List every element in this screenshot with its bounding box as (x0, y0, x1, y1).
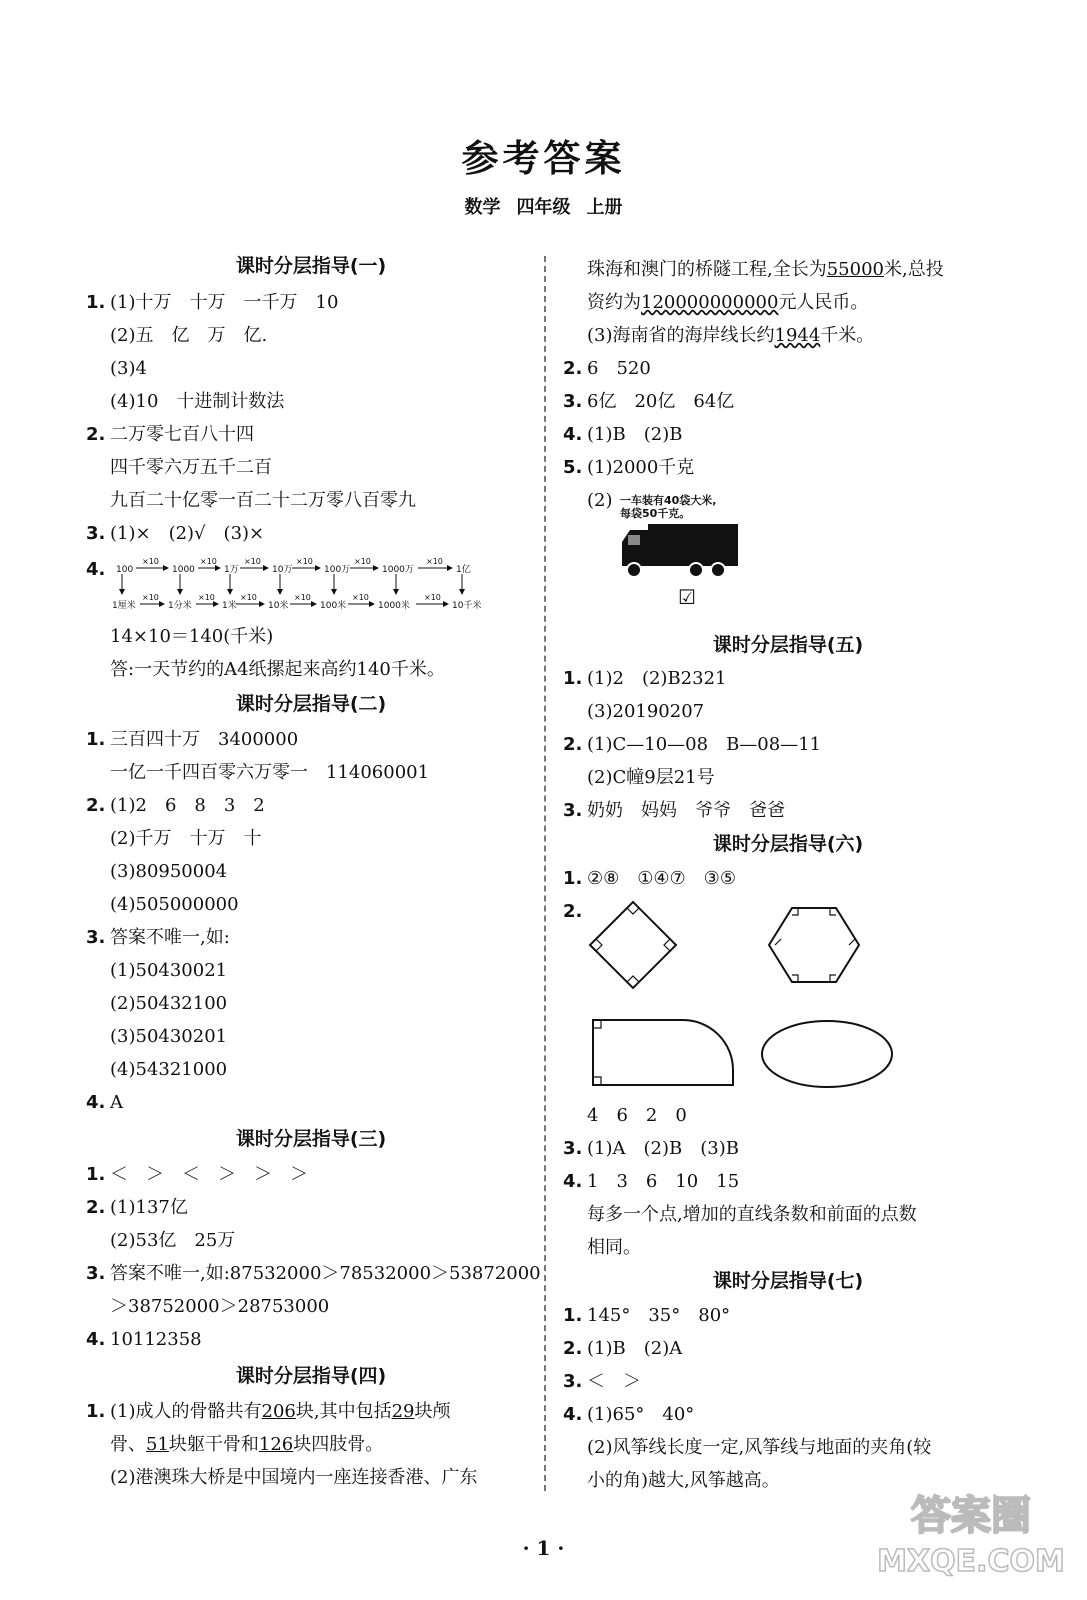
answer-line: (2)港澳珠大桥是中国境内一座连接香港、广东 (110, 1467, 478, 1488)
answer-line: 小的角)越大,风筝越高。 (587, 1470, 780, 1491)
flow-top-6: 1亿 (456, 565, 471, 575)
svg-text:×10: ×10 (352, 593, 369, 602)
answer-line: (1)50430021 (110, 960, 228, 981)
volume: 上册 (586, 197, 623, 218)
flow-top-5: 1000万 (382, 565, 414, 575)
answer-line: 4. (86, 559, 106, 580)
flow-top-4: 100万 (324, 565, 351, 575)
answer-line: 3. (1)× (2)√ (3)× (86, 523, 265, 544)
answer-line: (4)505000000 (110, 894, 239, 915)
answer-line: (3)4 (110, 358, 147, 379)
svg-text:×10: ×10 (200, 558, 217, 566)
shapes-diagram (583, 895, 903, 1095)
svg-text:×10: ×10 (198, 593, 215, 602)
flow-top-2: 1万 (224, 565, 239, 575)
answer-line: (3)80950004 (110, 861, 228, 882)
answer-line: 2. (1)C—10—08 B—08—11 (563, 734, 822, 755)
section-heading: 课时分层指导(四) (235, 1365, 387, 1387)
subject: 数学 (464, 197, 501, 218)
answer-line: 2. (1)137亿 (86, 1197, 188, 1218)
grade: 四年级 (516, 197, 571, 218)
answer-line: 3. 6亿 20亿 64亿 (563, 391, 735, 412)
answer-line: 4. 1 3 6 10 15 (563, 1171, 740, 1192)
answer-line: 3. 奶奶 妈妈 爷爷 爸爸 (563, 800, 785, 821)
flow-bottom-5: 1000米 (378, 601, 410, 611)
quarter-round-shape (593, 1020, 733, 1085)
flow-top-3: 10万 (272, 565, 293, 575)
svg-text:×10: ×10 (294, 593, 311, 602)
ellipse-shape (762, 1021, 892, 1087)
answer-line: 每多一个点,增加的直线条数和前面的点数 (587, 1204, 917, 1225)
answer-line: 1. 三百四十万 3400000 (86, 729, 299, 750)
svg-text:×10: ×10 (426, 558, 443, 566)
answer-line: 2. (1)2 6 8 3 2 (86, 795, 265, 816)
answer-line: 一亿一千四百零六万零一 114060001 (110, 762, 430, 783)
answer-line: 九百二十亿零一百二十二万零八百零九 (110, 490, 416, 511)
answer-line: 四千零六万五千二百 (110, 457, 272, 478)
checkbox-checked-icon: ☑ (678, 585, 696, 609)
section-heading: 课时分层指导(三) (235, 1128, 387, 1150)
answer-line: 答:一天节约的A4纸摞起来高约140千米。 (110, 659, 445, 680)
flow-bottom-0: 1厘米 (112, 601, 136, 611)
flow-bottom-4: 100米 (320, 601, 347, 611)
answer-line: 4 6 2 0 (587, 1105, 687, 1126)
section-heading: 课时分层指导(五) (712, 634, 864, 656)
answer-line: (3)20190207 (587, 701, 705, 722)
flow-top-0: 100 (116, 565, 134, 575)
answer-line: 3. 答案不唯一,如: (86, 927, 230, 948)
flow-top-1: 1000 (172, 565, 195, 575)
answer-line: 1. ＜ ＞ ＜ ＞ ＞ ＞ (86, 1164, 308, 1185)
answer-line: (2) (587, 490, 613, 511)
square-shape (590, 902, 676, 988)
answer-line: (2)五 亿 万 亿. (110, 325, 268, 346)
unit-flow-diagram (112, 558, 492, 616)
watermark-logo: 答案圈 MXQE.COM (877, 1493, 1065, 1579)
answer-line: 珠海和澳门的桥隧工程,全长为55000米,总投 (587, 259, 944, 280)
hexagon-shape (769, 908, 859, 982)
answer-line: 14×10＝140(千米) (110, 626, 274, 647)
answer-line: (2)50432100 (110, 993, 228, 1014)
answer-line: 4. (1)65° 40° (563, 1404, 695, 1425)
page-subtitle (0, 193, 1087, 219)
section-heading: 课时分层指导(二) (235, 693, 387, 715)
answer-line: 相同。 (587, 1237, 641, 1258)
flow-bottom-1: 1分米 (168, 601, 192, 611)
answer-line: 1. (1)成人的骨骼共有206块,其中包括29块颅 (86, 1401, 451, 1422)
answer-line: (2)千万 十万 十 (110, 828, 262, 849)
flow-bottom-6: 10千米 (452, 601, 482, 611)
answer-line: 2. (563, 901, 583, 922)
column-divider (544, 256, 546, 1491)
answer-line: (2)53亿 25万 (110, 1230, 236, 1251)
flow-bottom-2: 1米 (222, 601, 237, 611)
answer-line: 5. (1)2000千克 (563, 457, 695, 478)
section-heading: 课时分层指导(七) (712, 1270, 864, 1292)
truck-note: 一车装有40袋大米, 每袋50千克。 (620, 494, 717, 520)
answer-line: 1. (1)十万 十万 一千万 10 (86, 292, 339, 313)
page-title: 参考答案 (461, 137, 626, 180)
answer-line: 2. 6 520 (563, 358, 651, 379)
svg-text:×10: ×10 (142, 558, 159, 566)
section-heading: 课时分层指导(一) (235, 255, 387, 277)
answer-line: (2)风筝线长度一定,风筝线与地面的夹角(较 (587, 1437, 932, 1458)
answer-line: 4. 10112358 (86, 1329, 202, 1350)
answer-line: (2)C幢9层21号 (587, 767, 715, 788)
answer-line: 资约为120000000000元人民币。 (587, 292, 869, 313)
svg-text:×10: ×10 (424, 593, 441, 602)
answer-line: (3)50430201 (110, 1026, 228, 1047)
svg-text:×10: ×10 (296, 558, 313, 566)
answer-line: 1. (1)2 (2)B2321 (563, 668, 727, 689)
answer-line: 4. A (86, 1092, 123, 1113)
svg-text:×10: ×10 (240, 593, 257, 602)
answer-line: ＞38752000＞28753000 (110, 1296, 330, 1317)
truck-icon (618, 520, 743, 584)
answer-line: 3. 答案不唯一,如:87532000＞78532000＞53872000 (86, 1263, 541, 1284)
answer-line: 4. (1)B (2)B (563, 424, 683, 445)
svg-text:×10: ×10 (354, 558, 371, 566)
answer-line: 1. 145° 35° 80° (563, 1305, 731, 1326)
page-number: · 1 · (522, 1536, 565, 1560)
answer-line: (3)海南省的海岸线长约1944千米。 (587, 325, 875, 346)
answer-line: 3. (1)A (2)B (3)B (563, 1138, 739, 1159)
answer-line: 3. ＜ ＞ (563, 1371, 641, 1392)
answer-line: (4)54321000 (110, 1059, 228, 1080)
svg-text:×10: ×10 (244, 558, 261, 566)
section-heading: 课时分层指导(六) (712, 833, 864, 855)
answer-line: 骨、51块躯干骨和126块四肢骨。 (110, 1434, 384, 1455)
answer-line: 1. ②⑧ ①④⑦ ③⑤ (563, 868, 736, 889)
answer-line: 2. 二万零七百八十四 (86, 424, 254, 445)
flow-bottom-3: 10米 (268, 601, 289, 611)
answer-line: 2. (1)B (2)A (563, 1338, 683, 1359)
svg-text:×10: ×10 (142, 593, 159, 602)
answer-line: (4)10 十进制计数法 (110, 391, 285, 412)
